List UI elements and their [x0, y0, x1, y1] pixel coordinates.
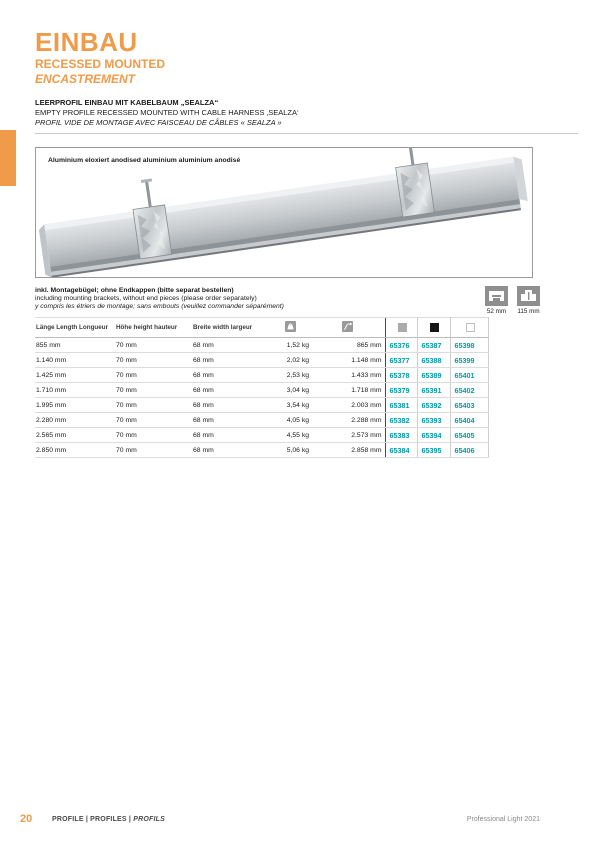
article-number-black: 65389 [417, 368, 450, 383]
weight-cell: 1,52 kg [270, 338, 312, 353]
width-cell: 68 mm [192, 443, 270, 458]
cable-length-icon [342, 321, 353, 332]
page-number: 20 [20, 813, 33, 825]
order-note-de: inkl. Montagebügel; ohne Endkappen (bitte separat bestellen) [35, 287, 234, 294]
col-header-weight [270, 318, 312, 338]
weight-cell: 4,55 kg [270, 428, 312, 443]
article-number-grey: 65384 [385, 443, 417, 458]
table-row [35, 413, 488, 428]
length-cell: 1.710 mm [35, 383, 115, 398]
height-cell: 70 mm [115, 383, 192, 398]
table-row [35, 338, 488, 353]
width-cell: 68 mm [192, 383, 270, 398]
article-number-white: 65402 [450, 383, 488, 398]
cable-length-cell: 2.288 mm [312, 413, 385, 428]
cable-length-cell: 865 mm [312, 338, 385, 353]
col-header-cable-length [312, 318, 385, 338]
section-tab [0, 130, 16, 186]
article-number-white: 65398 [450, 338, 488, 353]
page-header [35, 28, 165, 86]
article-number-black: 65393 [417, 413, 450, 428]
article-number-white: 65401 [450, 368, 488, 383]
dimension-label: 52 mm [486, 308, 507, 315]
order-note-fr: y compris les étriers de montage; sans embouts (veuillez commander séparément) [35, 303, 284, 310]
divider-line [35, 133, 578, 134]
article-number-grey: 65377 [385, 353, 417, 368]
spec-table-body [35, 338, 488, 458]
length-cell: 2.565 mm [35, 428, 115, 443]
col-header-width: Breite width largeur [192, 318, 270, 338]
article-number-white: 65406 [450, 443, 488, 458]
length-cell: 1.140 mm [35, 353, 115, 368]
weight-icon [285, 321, 296, 332]
order-note [35, 287, 284, 311]
product-name-de: LEERPROFIL EINBAU MIT KABELBAUM „SEALZA“ [35, 98, 219, 107]
weight-cell: 3,54 kg [270, 398, 312, 413]
footer-section [52, 816, 165, 823]
width-cell: 68 mm [192, 428, 270, 443]
page-subtitle-fr: ENCASTREMENT [35, 72, 136, 86]
mounting-bracket-left [133, 205, 172, 259]
col-header-finish-white [450, 318, 488, 338]
article-number-black: 65387 [417, 338, 450, 353]
article-number-black: 65391 [417, 383, 450, 398]
product-titles [35, 98, 299, 128]
width-cell: 68 mm [192, 413, 270, 428]
article-number-grey: 65383 [385, 428, 417, 443]
black-swatch-icon [430, 323, 439, 332]
article-number-grey: 65378 [385, 368, 417, 383]
article-number-grey: 65379 [385, 383, 417, 398]
white-swatch-icon [466, 323, 475, 332]
dimension-icon-115mm [517, 286, 540, 315]
article-number-grey: 65382 [385, 413, 417, 428]
height-cell: 70 mm [115, 398, 192, 413]
col-header-height: Höhe height hauteur [115, 318, 192, 338]
product-name-fr: PROFIL VIDE DE MONTAGE AVEC FAISCEAU DE CÂBLES « SEALZA » [35, 118, 282, 127]
table-row [35, 398, 488, 413]
article-number-white: 65404 [450, 413, 488, 428]
col-header-finish-black [417, 318, 450, 338]
profile-cross-section-115-icon [517, 286, 540, 306]
length-cell: 1.995 mm [35, 398, 115, 413]
cable-length-cell: 1.433 mm [312, 368, 385, 383]
table-row [35, 428, 488, 443]
cable-length-cell: 1.148 mm [312, 353, 385, 368]
col-header-length: Länge Length Longueur [35, 318, 115, 338]
weight-cell: 3,04 kg [270, 383, 312, 398]
dimension-icon-52mm [485, 286, 508, 315]
grey-swatch-icon [398, 323, 407, 332]
length-cell: 1.425 mm [35, 368, 115, 383]
product-image [36, 148, 532, 277]
cable-length-cell: 2.573 mm [312, 428, 385, 443]
width-cell: 68 mm [192, 338, 270, 353]
table-row [35, 368, 488, 383]
height-cell: 70 mm [115, 368, 192, 383]
width-cell: 68 mm [192, 398, 270, 413]
article-number-grey: 65376 [385, 338, 417, 353]
height-cell: 70 mm [115, 428, 192, 443]
image-caption: Aluminium eloxiert anodised aluminium aluminium anodisé [48, 157, 241, 164]
cable-length-cell: 1.718 mm [312, 383, 385, 398]
mounting-bracket-right [396, 163, 435, 217]
table-row [35, 443, 488, 458]
height-cell: 70 mm [115, 338, 192, 353]
spec-table [35, 317, 489, 458]
col-header-finish-grey [385, 318, 417, 338]
order-note-en: including mounting brackets, without end pieces (please order separately) [35, 295, 257, 302]
table-row [35, 353, 488, 368]
article-number-white: 65403 [450, 398, 488, 413]
weight-cell: 2,02 kg [270, 353, 312, 368]
length-cell: 855 mm [35, 338, 115, 353]
product-name-en: EMPTY PROFILE RECESSED MOUNTED WITH CABLE HARNESS ‚SEALZA‘ [35, 108, 299, 117]
footer-section-italic: PROFILS [133, 816, 165, 823]
article-number-grey: 65381 [385, 398, 417, 413]
weight-cell: 2,53 kg [270, 368, 312, 383]
cable-length-cell: 2.003 mm [312, 398, 385, 413]
article-number-black: 65388 [417, 353, 450, 368]
width-cell: 68 mm [192, 368, 270, 383]
article-number-black: 65394 [417, 428, 450, 443]
length-cell: 2.280 mm [35, 413, 115, 428]
page-title: EINBAU [35, 27, 138, 57]
dimension-icons [485, 286, 540, 315]
article-number-black: 65395 [417, 443, 450, 458]
product-image-panel [35, 147, 533, 278]
height-cell: 70 mm [115, 353, 192, 368]
article-number-black: 65392 [417, 398, 450, 413]
profile-cross-section-52-icon [485, 286, 508, 306]
weight-cell: 5,06 kg [270, 443, 312, 458]
height-cell: 70 mm [115, 443, 192, 458]
article-number-white: 65399 [450, 353, 488, 368]
table-row [35, 383, 488, 398]
dimension-label: 115 mm [517, 308, 540, 315]
article-number-white: 65405 [450, 428, 488, 443]
page-subtitle-en: RECESSED MOUNTED [35, 57, 166, 71]
table-header-row [35, 318, 488, 338]
height-cell: 70 mm [115, 413, 192, 428]
width-cell: 68 mm [192, 353, 270, 368]
footer-edition: Professional Light 2021 [466, 816, 540, 823]
cable-length-cell: 2.858 mm [312, 443, 385, 458]
weight-cell: 4,05 kg [270, 413, 312, 428]
footer-section-prefix: PROFILE | PROFILES | [52, 816, 134, 823]
length-cell: 2.850 mm [35, 443, 115, 458]
